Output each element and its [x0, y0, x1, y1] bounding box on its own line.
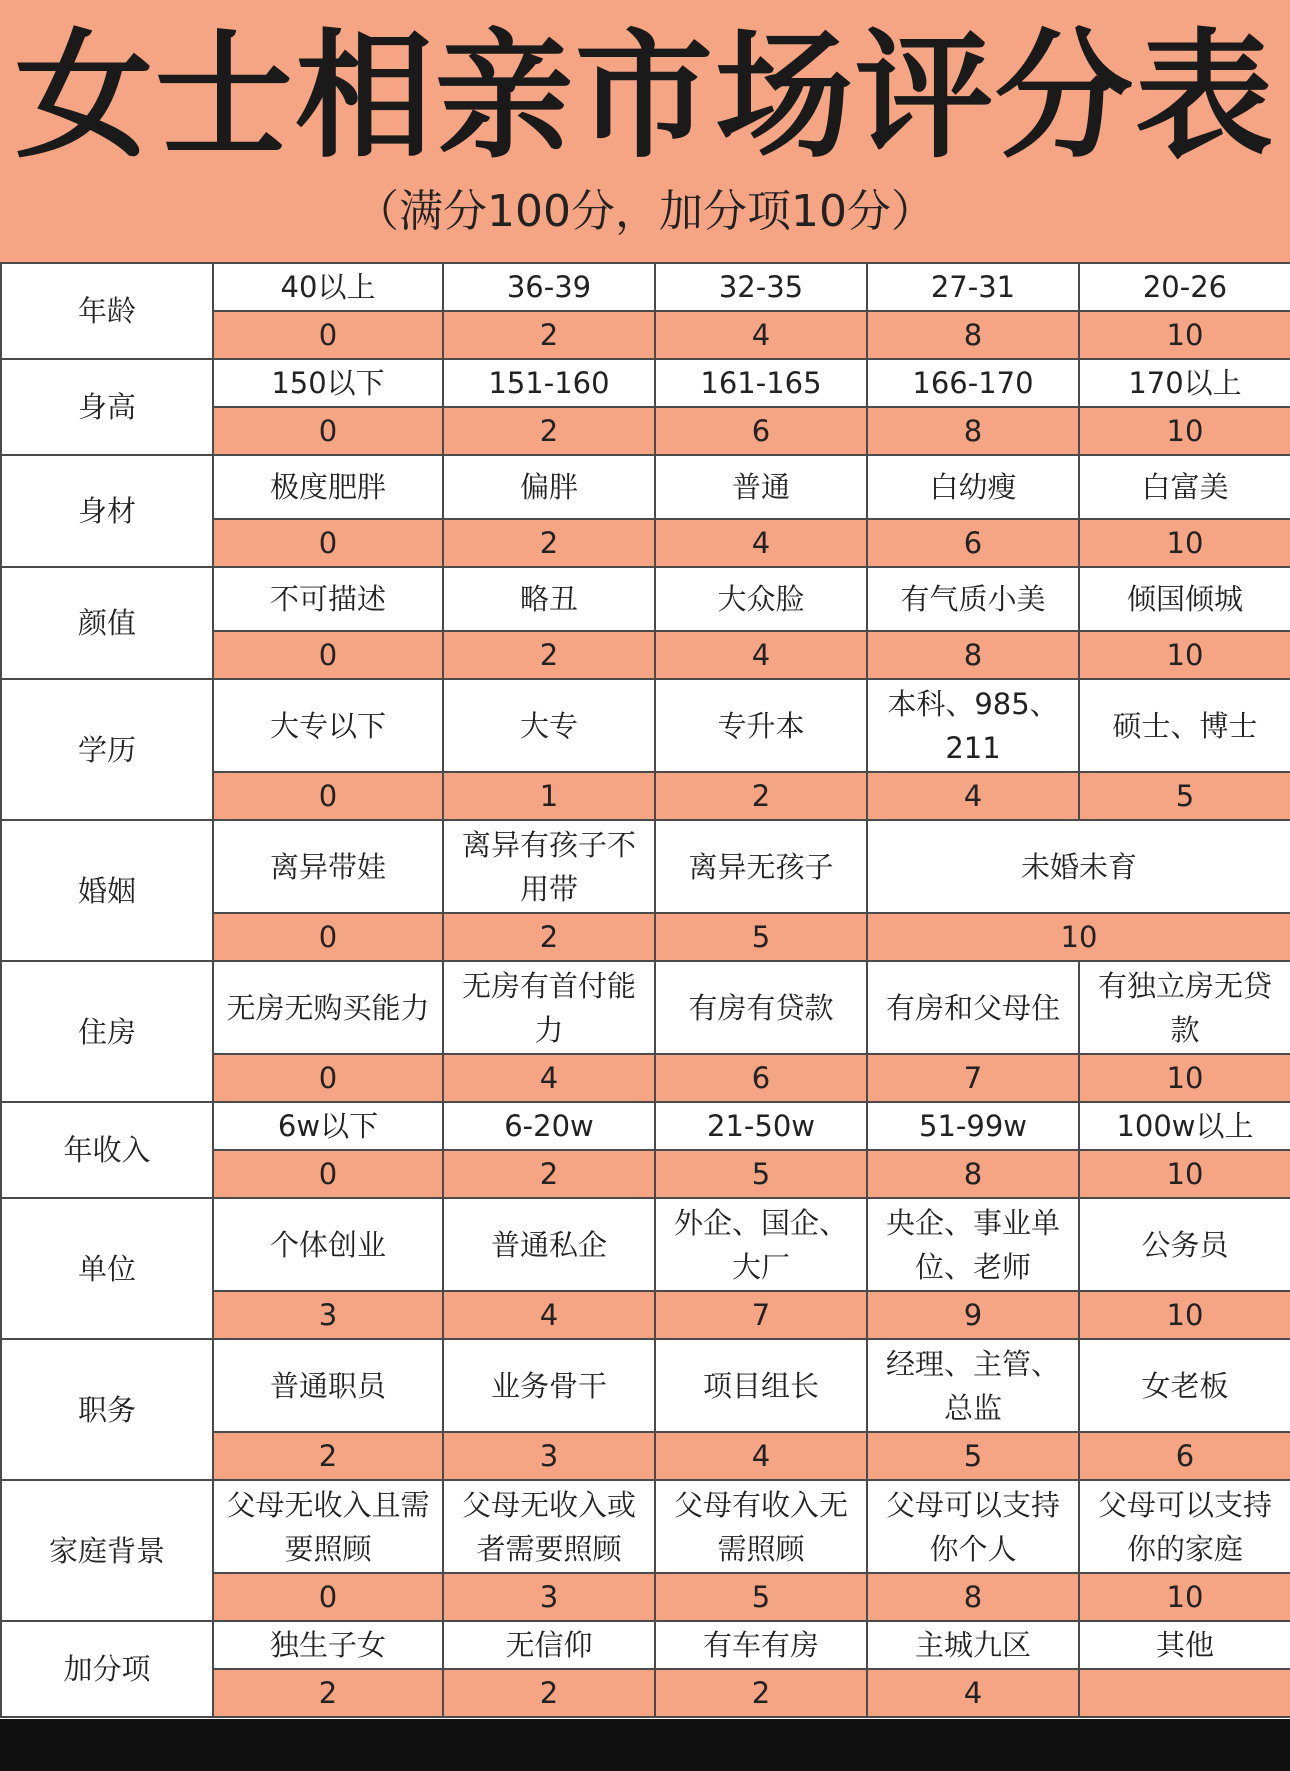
- table-row: [1, 1480, 1290, 1573]
- title-banner: [0, 0, 1290, 262]
- option-cell: 未婚未育: [867, 820, 1290, 913]
- option-cell: 项目组长: [655, 1339, 867, 1432]
- category-label: 婚姻: [1, 820, 213, 961]
- points-cell: 0: [213, 913, 443, 961]
- option-cell: 27-31: [867, 263, 1079, 311]
- table-row: [1, 359, 1290, 407]
- points-cell: 0: [213, 519, 443, 567]
- option-cell: 有房和父母住: [867, 961, 1079, 1054]
- points-cell: 10: [1079, 519, 1290, 567]
- points-cell: 0: [213, 1573, 443, 1621]
- option-cell: 170以上: [1079, 359, 1290, 407]
- points-cell: 2: [655, 1669, 867, 1717]
- points-cell: 8: [867, 1573, 1079, 1621]
- points-cell: 10: [867, 913, 1290, 961]
- option-cell: 无房有首付能力: [443, 961, 655, 1054]
- points-cell: 8: [867, 1150, 1079, 1198]
- points-cell: 2: [655, 772, 867, 820]
- option-cell: 普通职员: [213, 1339, 443, 1432]
- table-row: [1, 1102, 1290, 1150]
- points-cell: 0: [213, 407, 443, 455]
- option-cell: 父母无收入或者需要照顾: [443, 1480, 655, 1573]
- option-cell: 父母有收入无需照顾: [655, 1480, 867, 1573]
- points-cell: 2: [443, 913, 655, 961]
- option-cell: 女老板: [1079, 1339, 1290, 1432]
- option-cell: 极度肥胖: [213, 455, 443, 519]
- points-cell: 4: [443, 1291, 655, 1339]
- points-cell: 2: [443, 1150, 655, 1198]
- option-cell: 6w以下: [213, 1102, 443, 1150]
- option-cell: 有房有贷款: [655, 961, 867, 1054]
- points-cell: 10: [1079, 311, 1290, 359]
- bottom-bar: [0, 1719, 1290, 1771]
- points-cell: 8: [867, 407, 1079, 455]
- option-cell: 大专以下: [213, 679, 443, 772]
- option-cell: 倾国倾城: [1079, 567, 1290, 631]
- option-cell: 有气质小美: [867, 567, 1079, 631]
- option-cell: 无房无购买能力: [213, 961, 443, 1054]
- table-row: [1, 1339, 1290, 1432]
- points-cell: 8: [867, 631, 1079, 679]
- table-row: [1, 455, 1290, 519]
- option-cell: 白富美: [1079, 455, 1290, 519]
- option-cell: 个体创业: [213, 1198, 443, 1291]
- points-cell: 3: [213, 1291, 443, 1339]
- points-cell: 5: [655, 913, 867, 961]
- points-cell: 0: [213, 1150, 443, 1198]
- points-cell: 4: [655, 311, 867, 359]
- category-label: 年龄: [1, 263, 213, 359]
- option-cell: 21-50w: [655, 1102, 867, 1150]
- points-cell: 10: [1079, 1054, 1290, 1102]
- table-row: [1, 961, 1290, 1054]
- points-cell: 5: [867, 1432, 1079, 1480]
- option-cell: 父母可以支持你个人: [867, 1480, 1079, 1573]
- option-cell: 36-39: [443, 263, 655, 311]
- option-cell: 普通: [655, 455, 867, 519]
- option-cell: 51-99w: [867, 1102, 1079, 1150]
- page-subtitle: （满分100分，加分项10分）: [355, 186, 935, 237]
- option-cell: 白幼瘦: [867, 455, 1079, 519]
- option-cell: 本科、985、211: [867, 679, 1079, 772]
- points-cell: 6: [867, 519, 1079, 567]
- option-cell: 150以下: [213, 359, 443, 407]
- points-cell: 10: [1079, 1150, 1290, 1198]
- points-cell: 0: [213, 631, 443, 679]
- points-cell: 8: [867, 311, 1079, 359]
- points-cell: 2: [443, 407, 655, 455]
- option-cell: 6-20w: [443, 1102, 655, 1150]
- option-cell: 离异有孩子不用带: [443, 820, 655, 913]
- points-cell: 10: [1079, 407, 1290, 455]
- category-label: 身材: [1, 455, 213, 567]
- points-cell: 2: [443, 631, 655, 679]
- points-cell: 6: [1079, 1432, 1290, 1480]
- option-cell: 161-165: [655, 359, 867, 407]
- score-table: [0, 262, 1290, 1718]
- points-cell: 4: [443, 1054, 655, 1102]
- category-label: 身高: [1, 359, 213, 455]
- category-label: 加分项: [1, 1621, 213, 1717]
- points-cell: 0: [213, 311, 443, 359]
- option-cell: 略丑: [443, 567, 655, 631]
- option-cell: 独生子女: [213, 1621, 443, 1669]
- option-cell: 100w以上: [1079, 1102, 1290, 1150]
- points-cell: 4: [655, 631, 867, 679]
- points-cell: 2: [443, 519, 655, 567]
- points-cell: 2: [443, 1669, 655, 1717]
- option-cell: 不可描述: [213, 567, 443, 631]
- points-cell: 10: [1079, 631, 1290, 679]
- points-cell: [1079, 1669, 1290, 1717]
- option-cell: 普通私企: [443, 1198, 655, 1291]
- points-cell: 7: [655, 1291, 867, 1339]
- option-cell: 偏胖: [443, 455, 655, 519]
- category-label: 住房: [1, 961, 213, 1102]
- points-cell: 9: [867, 1291, 1079, 1339]
- table-row: [1, 263, 1290, 311]
- option-cell: 专升本: [655, 679, 867, 772]
- points-cell: 4: [655, 1432, 867, 1480]
- points-cell: 7: [867, 1054, 1079, 1102]
- points-cell: 2: [443, 311, 655, 359]
- category-label: 职务: [1, 1339, 213, 1480]
- points-cell: 4: [867, 1669, 1079, 1717]
- points-cell: 6: [655, 407, 867, 455]
- option-cell: 央企、事业单位、老师: [867, 1198, 1079, 1291]
- points-cell: 10: [1079, 1291, 1290, 1339]
- option-cell: 公务员: [1079, 1198, 1290, 1291]
- option-cell: 有独立房无贷款: [1079, 961, 1290, 1054]
- points-cell: 2: [213, 1669, 443, 1717]
- option-cell: 经理、主管、总监: [867, 1339, 1079, 1432]
- option-cell: 无信仰: [443, 1621, 655, 1669]
- category-label: 年收入: [1, 1102, 213, 1198]
- points-cell: 5: [655, 1573, 867, 1621]
- option-cell: 父母可以支持你的家庭: [1079, 1480, 1290, 1573]
- category-label: 家庭背景: [1, 1480, 213, 1621]
- points-cell: 3: [443, 1432, 655, 1480]
- option-cell: 离异无孩子: [655, 820, 867, 913]
- points-cell: 5: [655, 1150, 867, 1198]
- option-cell: 32-35: [655, 263, 867, 311]
- table-row: [1, 567, 1290, 631]
- table-row: [1, 1198, 1290, 1291]
- category-label: 颜值: [1, 567, 213, 679]
- points-cell: 0: [213, 1054, 443, 1102]
- points-cell: 1: [443, 772, 655, 820]
- category-label: 单位: [1, 1198, 213, 1339]
- option-cell: 外企、国企、大厂: [655, 1198, 867, 1291]
- points-cell: 2: [213, 1432, 443, 1480]
- option-cell: 业务骨干: [443, 1339, 655, 1432]
- option-cell: 151-160: [443, 359, 655, 407]
- option-cell: 主城九区: [867, 1621, 1079, 1669]
- points-cell: 5: [1079, 772, 1290, 820]
- option-cell: 大专: [443, 679, 655, 772]
- option-cell: 硕士、博士: [1079, 679, 1290, 772]
- option-cell: 166-170: [867, 359, 1079, 407]
- points-cell: 4: [867, 772, 1079, 820]
- points-cell: 10: [1079, 1573, 1290, 1621]
- option-cell: 父母无收入且需要照顾: [213, 1480, 443, 1573]
- option-cell: 40以上: [213, 263, 443, 311]
- option-cell: 离异带娃: [213, 820, 443, 913]
- points-cell: 6: [655, 1054, 867, 1102]
- option-cell: 20-26: [1079, 263, 1290, 311]
- page-title: 女士相亲市场评分表: [14, 16, 1275, 177]
- category-label: 学历: [1, 679, 213, 820]
- points-cell: 3: [443, 1573, 655, 1621]
- points-cell: 4: [655, 519, 867, 567]
- points-cell: 0: [213, 772, 443, 820]
- option-cell: 其他: [1079, 1621, 1290, 1669]
- table-row: [1, 1621, 1290, 1669]
- option-cell: 大众脸: [655, 567, 867, 631]
- option-cell: 有车有房: [655, 1621, 867, 1669]
- table-row: [1, 679, 1290, 772]
- table-row: [1, 820, 1290, 913]
